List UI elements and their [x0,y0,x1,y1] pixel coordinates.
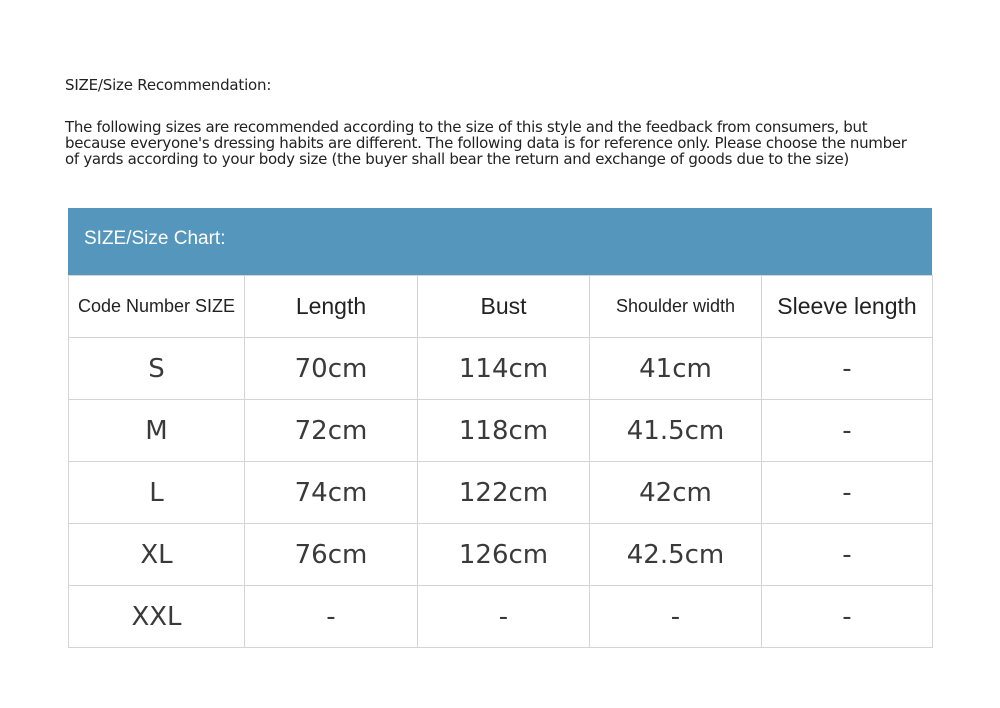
size-table [68,275,933,648]
length-cell: 74cm [245,462,418,524]
table-row [69,338,933,400]
sleeve-cell: - [762,586,933,648]
shoulder-cell: - [590,586,762,648]
size-cell: XXL [69,586,245,648]
table-row [69,400,933,462]
shoulder-cell: 41cm [590,338,762,400]
column-header-bust: Bust [418,276,590,338]
sleeve-cell: - [762,400,933,462]
recommendation-text: The following sizes are recommended according to the size of this style and the feedback from consumers, but because everyone's dressing habits are different. The following data is for reference only. Please choose the number of yards according to your body size (the buyer shall bear the return and exchange of goods due to the size) [65,118,907,168]
table-header-row [69,276,933,338]
size-chart-header [68,208,932,275]
size-cell: M [69,400,245,462]
length-cell: - [245,586,418,648]
bust-cell: 118cm [418,400,590,462]
length-cell: 76cm [245,524,418,586]
size-chart-title: SIZE/Size Chart: [84,228,226,249]
table-row [69,462,933,524]
sleeve-cell: - [762,462,933,524]
sleeve-cell: - [762,338,933,400]
table-row [69,524,933,586]
shoulder-cell: 42cm [590,462,762,524]
size-chart [68,208,932,647]
column-header-sleeve-length: Sleeve length [762,276,933,338]
column-header-size: Code Number SIZE [69,276,245,338]
size-cell: S [69,338,245,400]
length-cell: 70cm [245,338,418,400]
bust-cell: 126cm [418,524,590,586]
shoulder-cell: 41.5cm [590,400,762,462]
bust-cell: 122cm [418,462,590,524]
column-header-length: Length [245,276,418,338]
recommendation-title: SIZE/Size Recommendation: [65,76,272,94]
shoulder-cell: 42.5cm [590,524,762,586]
length-cell: 72cm [245,400,418,462]
size-cell: L [69,462,245,524]
table-row [69,586,933,648]
bust-cell: - [418,586,590,648]
bust-cell: 114cm [418,338,590,400]
column-header-shoulder-width: Shoulder width [590,276,762,338]
size-cell: XL [69,524,245,586]
sleeve-cell: - [762,524,933,586]
